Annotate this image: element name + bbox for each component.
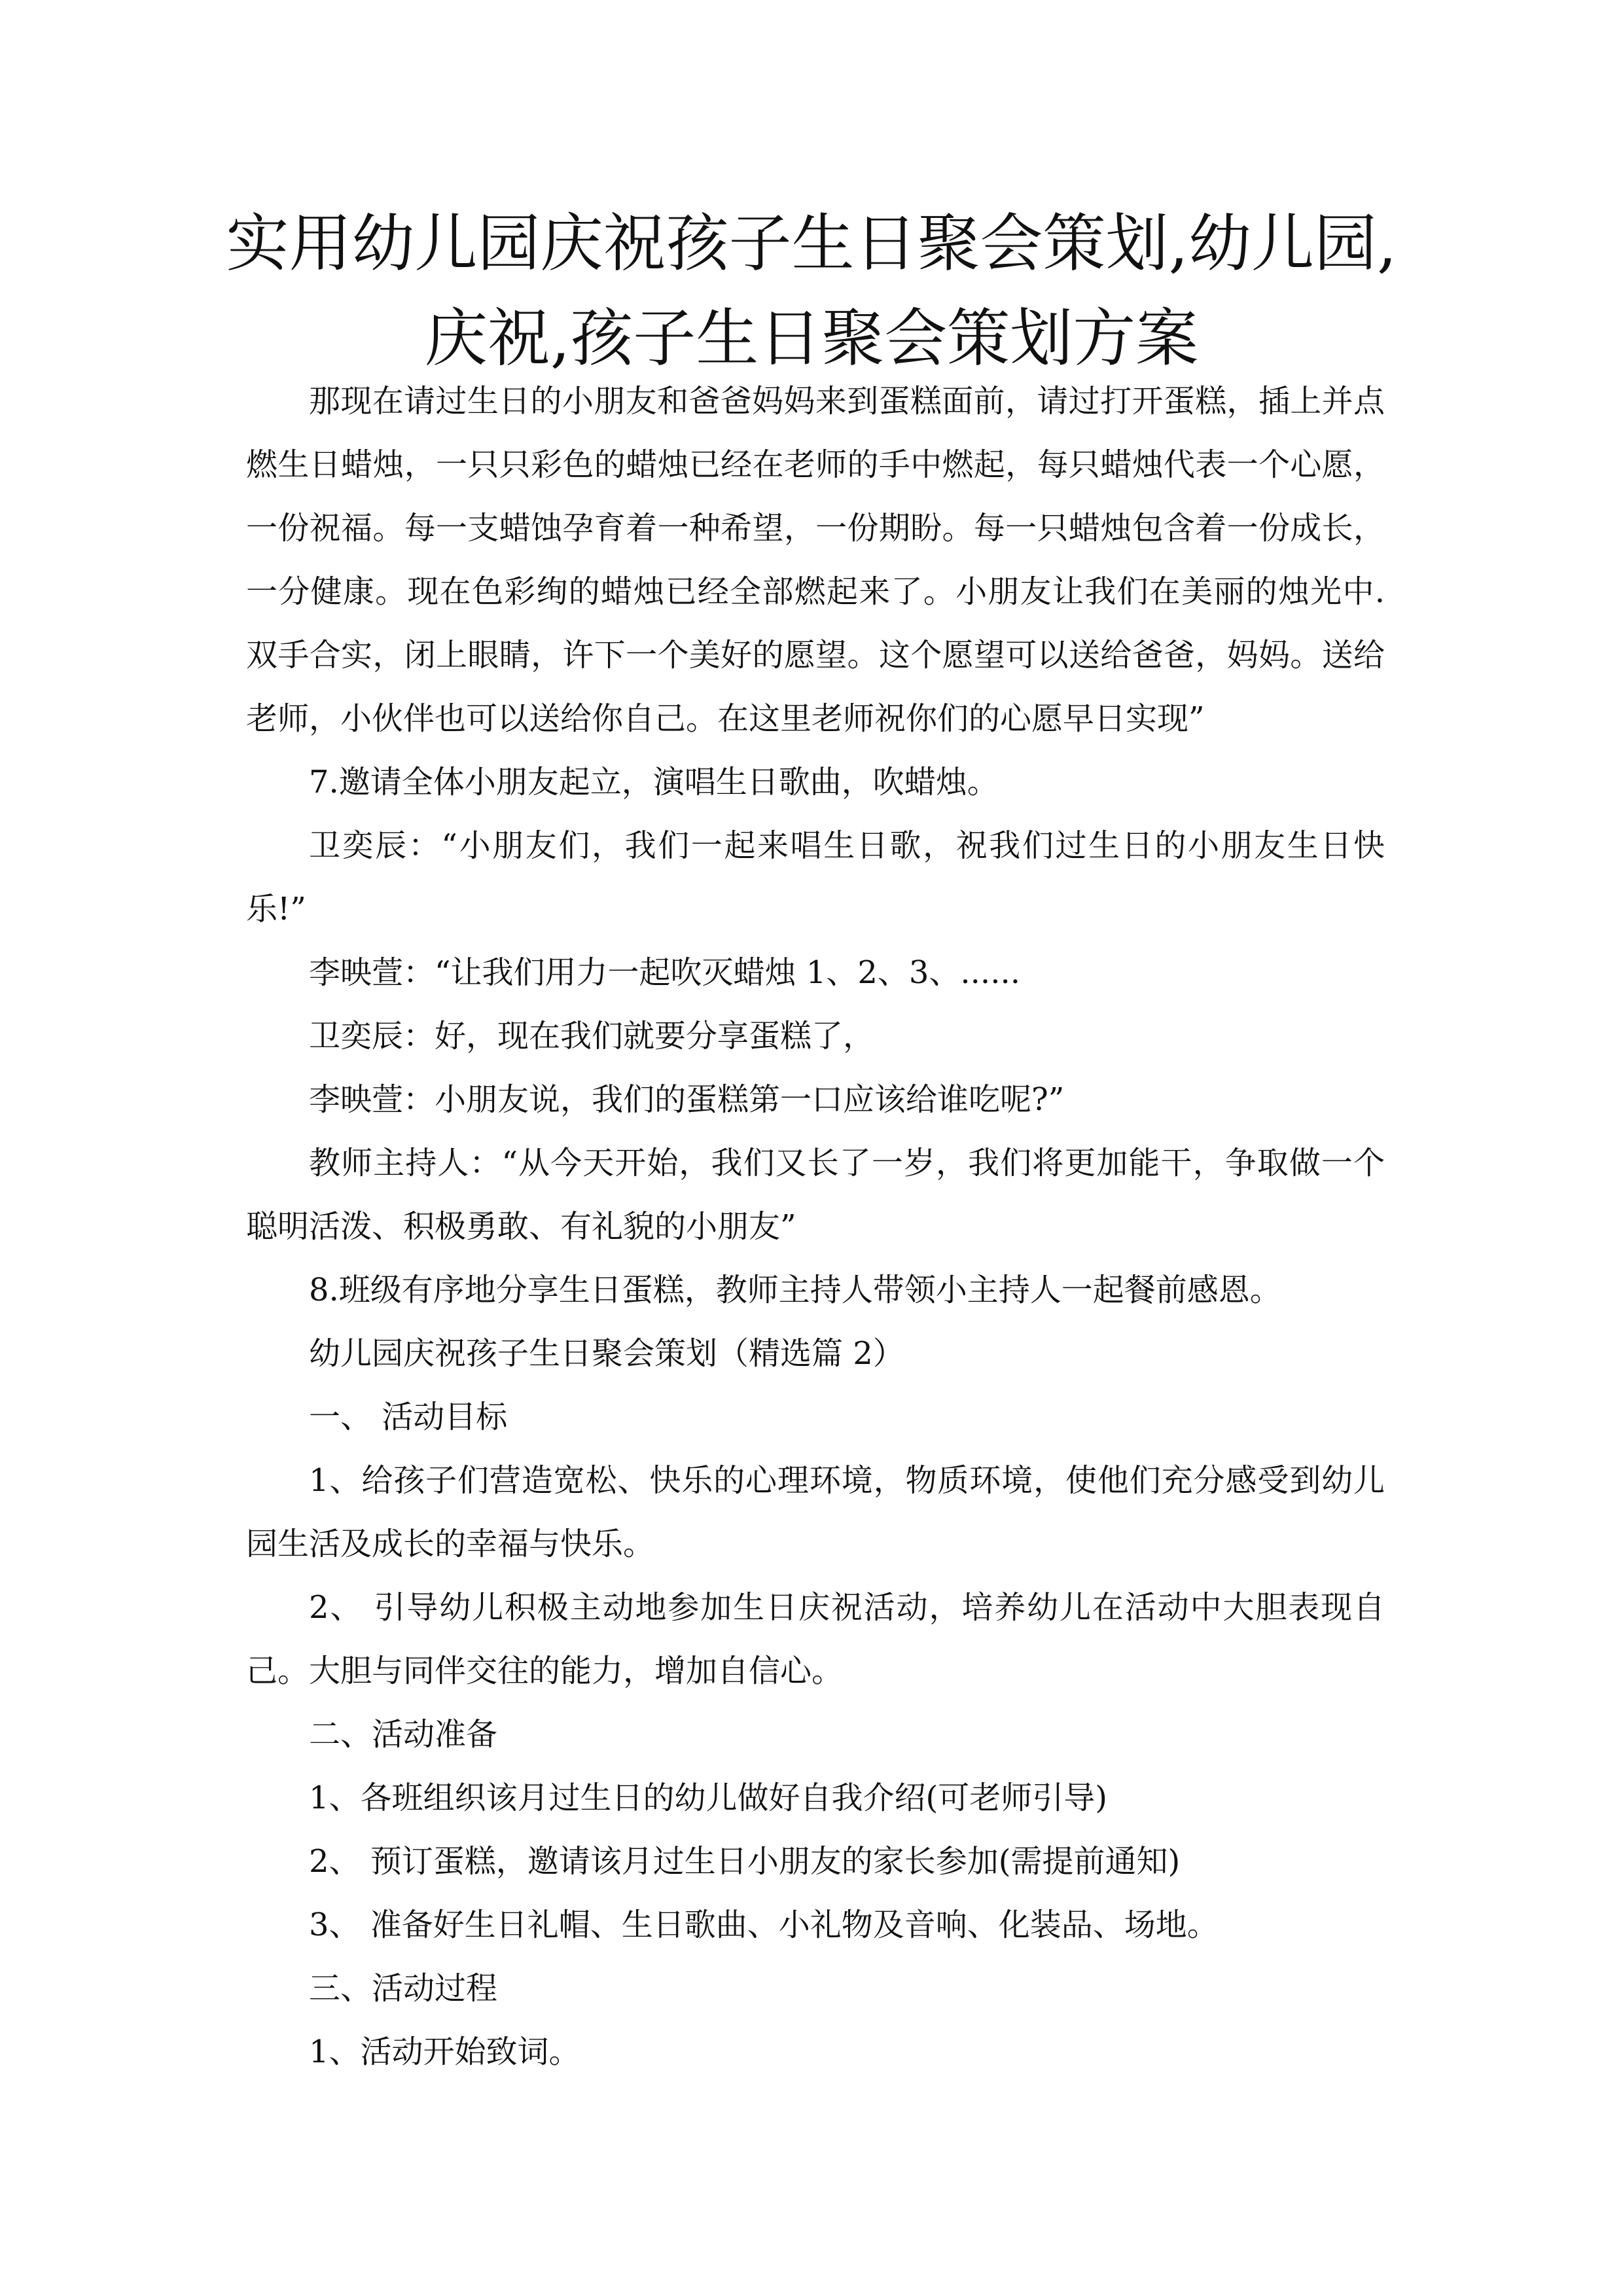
paragraph-teacher-host: 教师主持人：“从今天开始，我们又长了一岁，我们将更加能干，争取做一个聪明活泼、积极勇敢、有礼貌的小朋友” (246, 1145, 1385, 1245)
section-heading-goals: 一、 活动目标 (309, 1399, 508, 1435)
preparation-item-2: 2、 预订蛋糕，邀请该月过生日小朋友的家长参加(需提前通知) (309, 1843, 1181, 1880)
document-title (223, 196, 1400, 386)
section-heading-part-2: 幼儿园庆祝孩子生日聚会策划（精选篇 2） (309, 1335, 904, 1372)
process-item-1: 1、活动开始致词。 (309, 2034, 580, 2070)
paragraph-li-yingxuan-candles: 李映萱：“让我们用力一起吹灭蜡烛 1、2、3、...... (309, 954, 1020, 991)
title-line-1: 实用幼儿园庆祝孩子生日聚会策划,幼儿园, (226, 207, 1397, 280)
paragraph-step-8: 8.班级有序地分享生日蛋糕，教师主持人带领小主持人一起餐前感恩。 (309, 1272, 1281, 1308)
section-heading-preparation: 二、活动准备 (309, 1716, 498, 1753)
paragraph-step-7: 7.邀请全体小朋友起立，演唱生日歌曲，吹蜡烛。 (309, 764, 999, 800)
goal-item-1: 1、给孩子们营造宽松、快乐的心理环境，物质环境，使他们充分感受到幼儿园生活及成长的幸福与快乐。 (246, 1462, 1385, 1562)
paragraph-wei-yichen-cake: 卫奕辰：好，现在我们就要分享蛋糕了， (309, 1018, 875, 1054)
document-body (246, 370, 1385, 2084)
paragraph-li-yingxuan-question: 李映萱：小朋友说，我们的蛋糕第一口应该给谁吃呢?” (309, 1081, 1065, 1118)
section-heading-process: 三、活动过程 (309, 1970, 498, 2007)
title-line-2: 庆祝,孩子生日聚会策划方案 (424, 302, 1199, 375)
preparation-item-1: 1、各班组织该月过生日的幼儿做好自我介绍(可老师引导) (309, 1780, 1107, 1816)
paragraph-wei-yichen-song: 卫奕辰：“小朋友们，我们一起来唱生日歌，祝我们过生日的小朋友生日快乐!” (246, 827, 1385, 927)
preparation-item-3: 3、 准备好生日礼帽、生日歌曲、小礼物及音响、化装品、场地。 (309, 1907, 1219, 1943)
paragraph-candle-wishes: 那现在请过生日的小朋友和爸爸妈妈来到蛋糕面前，请过打开蛋糕，插上并点燃生日蜡烛，一只只彩色的蜡烛已经在老师的手中燃起，每只蜡烛代表一个心愿，一份祝福。每一支蜡蚀孕育着一种希望，一份期盼。每一只蜡烛包含着一份成长，一分健康。现在色彩绚的蜡烛已经全部燃起来了。小朋友让我们在美丽的烛光中.双手合实，闭上眼睛，许下一个美好的愿望。这个愿望可以送给爸爸，妈妈。送给老师，小伙伴也可以送给你自己。在这里老师祝你们的心愿早日实现” (246, 383, 1385, 737)
goal-item-2: 2、 引导幼儿积极主动地参加生日庆祝活动，培养幼儿在活动中大胆表现自己。大胆与同伴交往的能力，增加自信心。 (246, 1589, 1385, 1689)
